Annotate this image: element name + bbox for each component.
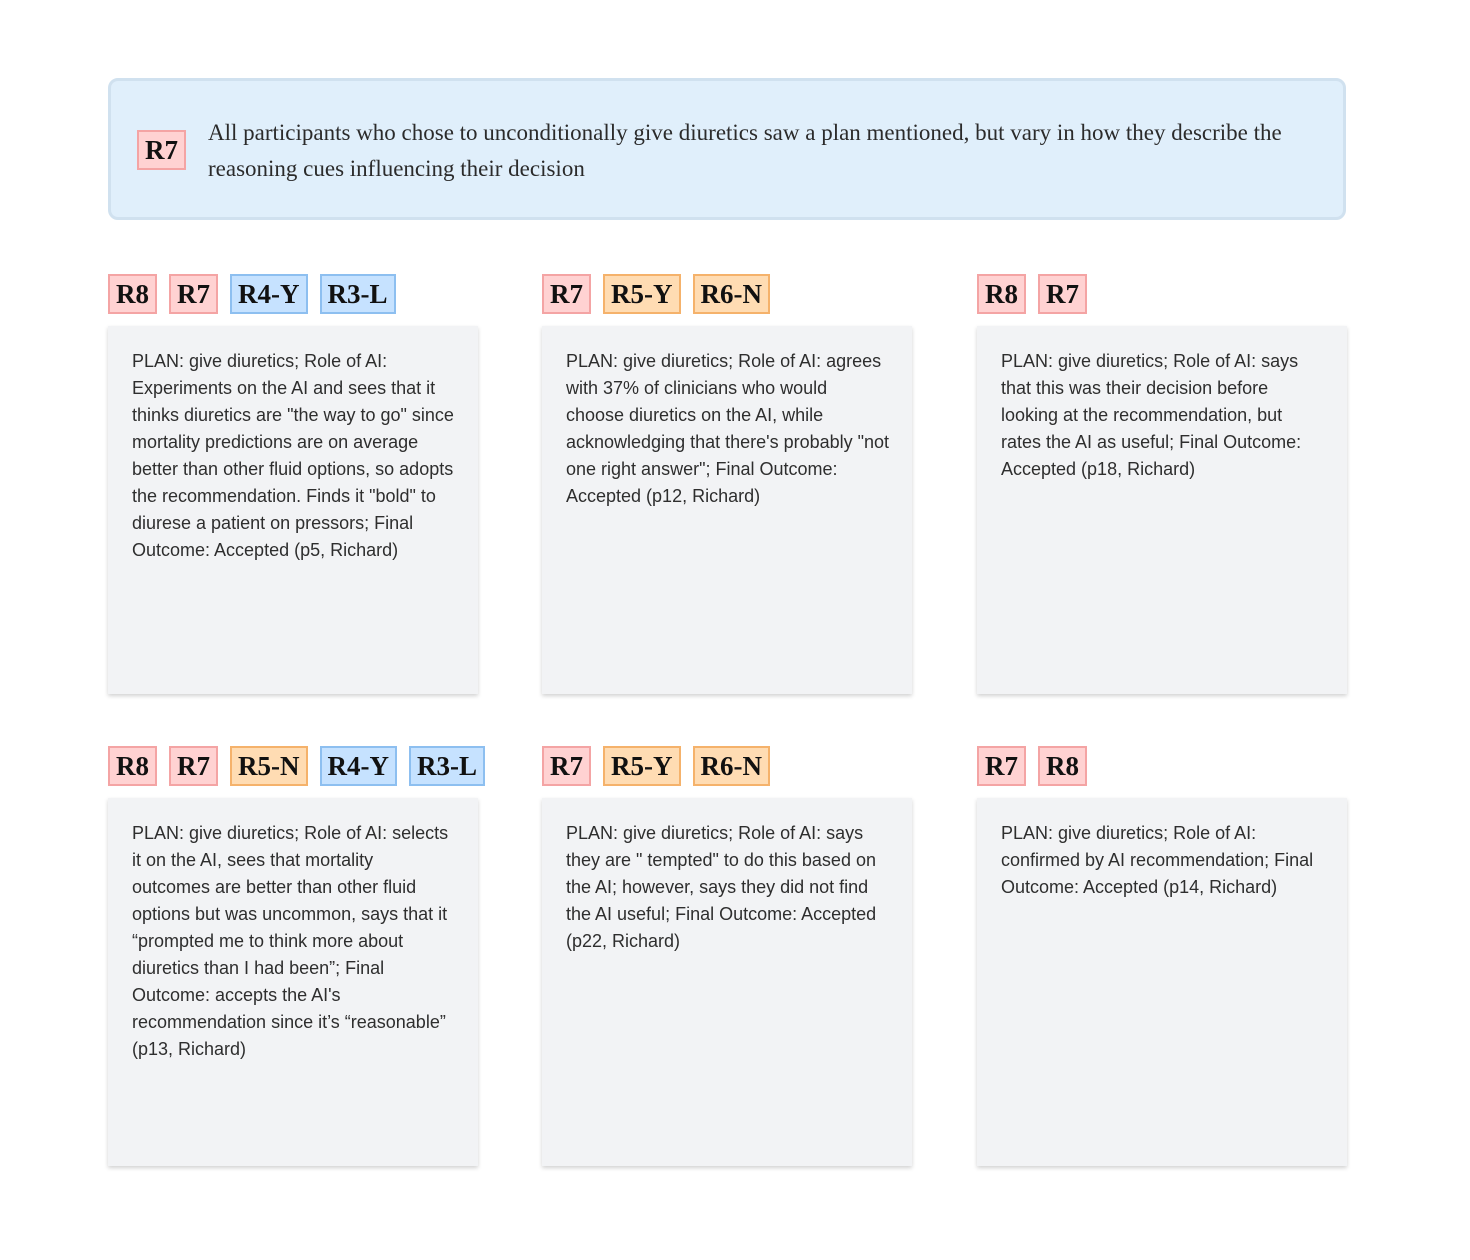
code-tag: R8 — [977, 274, 1026, 314]
code-tag: R8 — [108, 274, 157, 314]
note-card — [542, 798, 912, 1166]
code-tag: R8 — [108, 746, 157, 786]
code-tag: R7 — [977, 746, 1026, 786]
summary-box — [108, 78, 1346, 220]
tag-row — [977, 746, 1347, 786]
note-text: PLAN: give diuretics; Role of AI: agrees with 37% of clinicians who would choose diuretics on the AI, while acknowledging that there's probably "not one right answer"; Final Outcome: Accepted (p12, Richard) — [566, 351, 890, 506]
card-group — [108, 274, 478, 694]
code-tag: R7 — [542, 274, 591, 314]
card-group — [542, 746, 912, 1166]
code-tag: R4-Y — [320, 746, 398, 786]
summary-text: All participants who chose to unconditionally give diuretics saw a plan mentioned, but vary in how they describe the reasoning cues influencing their decision — [208, 120, 1282, 181]
note-text: PLAN: give diuretics; Role of AI: Experiments on the AI and sees that it thinks diuretics are "the way to go" since mortality predictions are on average better than other fluid options, so adopts the recommendation. Finds it "bold" to diurese a patient on pressors; Final Outcome: Accepted (p5, Richard) — [132, 351, 454, 560]
note-card — [108, 326, 478, 694]
tag-row — [542, 746, 912, 786]
note-card — [108, 798, 478, 1166]
note-text: PLAN: give diuretics; Role of AI: says that this was their decision before looking at the recommendation, but rates the AI as useful; Final Outcome: Accepted (p18, Richard) — [1001, 351, 1302, 479]
note-card — [977, 798, 1347, 1166]
header-tag: R7 — [137, 130, 186, 170]
code-tag: R7 — [169, 746, 218, 786]
note-text: PLAN: give diuretics; Role of AI: says they are " tempted" to do this based on the AI; however, says they did not find the AI useful; Final Outcome: Accepted (p22, Richard) — [566, 823, 877, 951]
tag-row — [108, 746, 478, 786]
code-tag: R7 — [169, 274, 218, 314]
code-tag: R5-Y — [603, 274, 681, 314]
card-group — [542, 274, 912, 694]
tag-row — [977, 274, 1347, 314]
code-tag: R4-Y — [230, 274, 308, 314]
tag-row — [108, 274, 478, 314]
code-tag: R5-Y — [603, 746, 681, 786]
code-tag: R7 — [542, 746, 591, 786]
note-card — [542, 326, 912, 694]
card-group — [977, 274, 1347, 694]
code-tag: R8 — [1038, 746, 1087, 786]
note-text: PLAN: give diuretics; Role of AI: confirmed by AI recommendation; Final Outcome: Accepted (p14, Richard) — [1001, 823, 1314, 897]
note-card — [977, 326, 1347, 694]
code-tag: R3-L — [409, 746, 485, 786]
code-tag: R5-N — [230, 746, 308, 786]
code-tag: R6-N — [693, 746, 771, 786]
code-tag: R7 — [1038, 274, 1087, 314]
code-tag: R3-L — [320, 274, 396, 314]
card-group — [108, 746, 478, 1166]
note-text: PLAN: give diuretics; Role of AI: selects it on the AI, sees that mortality outcomes are better than other fluid options but was uncommon, says that it “prompted me to think more about diuretics than I had been”; Final Outcome: accepts the AI's recommendation since it’s “reasonable” (p13, Richard) — [132, 823, 449, 1059]
card-group — [977, 746, 1347, 1166]
tag-row — [542, 274, 912, 314]
code-tag: R6-N — [693, 274, 771, 314]
